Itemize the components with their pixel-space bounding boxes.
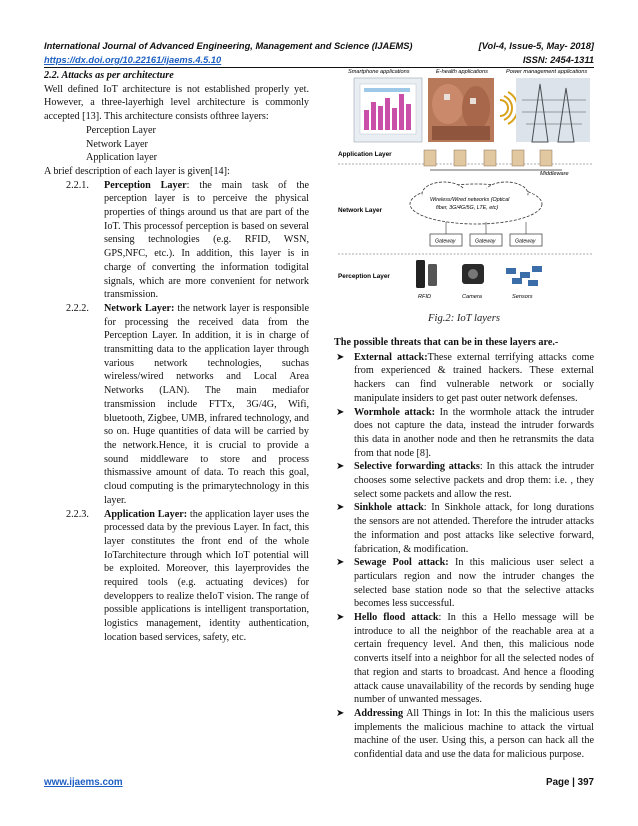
- camera-icon: [462, 264, 484, 284]
- subsection-number: 2.2.1.: [66, 179, 89, 191]
- layer-list-item: Application layer: [86, 152, 158, 164]
- label-rfid: RFID: [418, 294, 432, 300]
- iot-diagram: [336, 64, 594, 314]
- website-link[interactable]: www.ijaems.com: [44, 777, 123, 788]
- threat-text: In this malicious user select a particulars region and now the intruder changes the selected base station node so that the selective attacks becomes less successful.: [354, 557, 594, 610]
- volume-info: [Vol-4, Issue-5, May- 2018]: [478, 41, 594, 51]
- wireless-icon: [500, 92, 518, 124]
- threat-item: [334, 611, 594, 707]
- issn: ISSN: 2454-1311: [522, 55, 594, 65]
- label-smartphone-apps: Smartphone applications: [348, 69, 410, 75]
- page-number: Page | 397: [546, 777, 594, 788]
- arrow-bullet-icon: ➤: [336, 707, 345, 719]
- label-camera: Camera: [462, 294, 482, 300]
- threat-text: All Things in Iot: In this the malicious users implements the malicious machine to attack the virtual machine of the user. Using this, a person can hack all the confidential data and use the data for malicious purpose.: [354, 707, 594, 761]
- layer-list-item: Perception Layer: [86, 124, 156, 136]
- right-column: [334, 336, 594, 762]
- network-cloud: [410, 182, 542, 224]
- arrow-bullet-icon: ➤: [336, 612, 345, 624]
- subsection-title: Network Layer:: [104, 302, 175, 314]
- threat-text: These external terrifying attacks come from experienced & trained hackers. These external hackers can find vulnerable network or socially manipulate insiders to get past outer network defenses.: [354, 351, 595, 404]
- cloud-text-line1: Wireless/Wired networks (Optical: [430, 197, 510, 203]
- threat-text: : In Sinkhole attack, for long durations the sensors are not attended. Therefore the intruder attacks the information and post attacks like selective forward, fabrication, & modification.: [354, 502, 595, 555]
- threat-item: [334, 460, 594, 501]
- smartphone-app-image: [354, 78, 422, 142]
- subsection-text: the network layer is responsible for processing the received data from the Perception Layer. In addition, it is in charge of transmitting data to the application layer through various network technologies, suchas wireless/wired networks and Local Area Networks (LAN). The main mediafor transmission include FTTx, 3G/4G, Wifi, bluetooth, Zigbee, UMB, infrared technology, and so on. Huge quantities of data will be carried by the network.Hence, it is crucial to provide a sound middleware to store and process thismassive amount of data. To reach this goal, cloud computing is the primarytechnology in this layer.: [104, 302, 309, 506]
- cloud-text-line2: fiber, 3G/4G/5G, LTE, etc): [436, 205, 499, 211]
- threat-title: Wormhole attack:: [354, 406, 436, 418]
- arrow-bullet-icon: ➤: [336, 502, 345, 514]
- subsection-number: 2.2.3.: [66, 508, 89, 520]
- threat-title: Addressing: [354, 707, 404, 719]
- label-power-apps: Power management applications: [506, 69, 588, 75]
- subsection-title: Application Layer:: [104, 508, 188, 520]
- threat-item: [334, 351, 594, 406]
- gateway-label: Gateway: [515, 238, 536, 245]
- gateway-label: Gateway: [435, 238, 456, 245]
- label-middleware: Middleware: [540, 171, 569, 177]
- section-title: 2.2. Attacks as per architecture: [44, 70, 174, 81]
- subsection-text: : the main task of the perception layer is to perceive the physical properties of things around us that are part of the IoT. This processof perception is based on several sensing technologies (e.g. RFID, WSN, GPS,NFC, etc.). In addition, this layer is in charge of converting the information todigital signals, which are more convenient for network transmission.: [104, 179, 309, 301]
- label-perception-layer: Perception Layer: [338, 273, 390, 280]
- threat-title: Sewage Pool attack:: [354, 557, 449, 569]
- arrow-bullet-icon: ➤: [336, 557, 345, 569]
- threat-text: : In this a Hello message will be introduce to all the neighbor of the reachable area at a certain frequency level. And then, this malicious node converts itself into a neighbor for all the selected nodes of that region and starts to broadcast. And hence a flooding attack cause unavailability of the records by sending huge number of unwanted messages.: [354, 612, 595, 706]
- doi-link[interactable]: https://dx.doi.org/10.22161/ijaems.4.5.10: [44, 55, 222, 65]
- threat-item: [334, 406, 594, 461]
- threat-title: External attack:: [354, 351, 428, 363]
- threat-text: : In this attack the intruder chooses some selective packets and drop them: i.e. , they select some packets and allow the rest.: [354, 461, 594, 500]
- arrow-bullet-icon: ➤: [336, 351, 345, 363]
- threat-title: Selective forwarding attacks: [354, 461, 480, 473]
- rfid-icon: [416, 260, 437, 288]
- subsection-application: [44, 508, 309, 645]
- arrow-bullet-icon: ➤: [336, 406, 345, 418]
- iot-layers-figure: [336, 64, 594, 314]
- threat-item: [334, 556, 594, 611]
- threat-item: [334, 707, 594, 762]
- threat-text: In the wormhole attack the intruder does not capture the data, instead the intruder forwards this data in another node and then he retransmits the data from that node [8].: [354, 406, 594, 459]
- layer-list-item: Network Layer: [86, 138, 148, 150]
- label-application-layer: Application Layer: [338, 151, 392, 158]
- threat-title: Hello flood attack: [354, 612, 439, 624]
- server-icons: [424, 150, 552, 166]
- threat-item: [334, 501, 594, 556]
- subsection-network: [44, 302, 309, 508]
- subsection-number: 2.2.2.: [66, 302, 89, 314]
- label-network-layer: Network Layer: [338, 207, 383, 214]
- brief-line: A brief description of each layer is given[14]:: [44, 165, 230, 177]
- label-ehealth-apps: E-health applications: [436, 69, 488, 75]
- journal-title: International Journal of Advanced Engineering, Management and Science (IJAEMS): [44, 41, 413, 51]
- power-app-image: [516, 78, 590, 142]
- subsection-perception: [44, 179, 309, 302]
- sensors-icon: [506, 266, 542, 286]
- threat-title: Sinkhole attack: [354, 502, 424, 514]
- subsection-title: Perception Layer: [104, 179, 187, 191]
- subsection-text: the application layer uses the processed data by the previous Layer. In fact, this layer constitutes the front end of the whole IoTarchitecture through which IoT potential will be exploited. Moreover, this layerprovides the required tools (e.g. actuating devices) for developpers to realize theIoT vision. The range of possible applications is intelligent transportation, logistics management, identity authentication, location based services, safety, etc.: [104, 508, 310, 643]
- figure-caption: Fig.2: IoT layers: [428, 313, 500, 324]
- arrow-bullet-icon: ➤: [336, 461, 345, 473]
- ehealth-app-image: [428, 78, 494, 142]
- gateway-label: Gateway: [475, 238, 496, 245]
- left-column: [44, 69, 309, 645]
- intro-paragraph: Well defined IoT architecture is not established properly yet. However, a three-layerhigh level architecture is commonly accepted [13]. This architecture consists ofthree layers:: [44, 83, 309, 123]
- threats-title: The possible threats that can be in these layers are.-: [334, 337, 559, 348]
- label-sensors: Sensors: [512, 294, 533, 300]
